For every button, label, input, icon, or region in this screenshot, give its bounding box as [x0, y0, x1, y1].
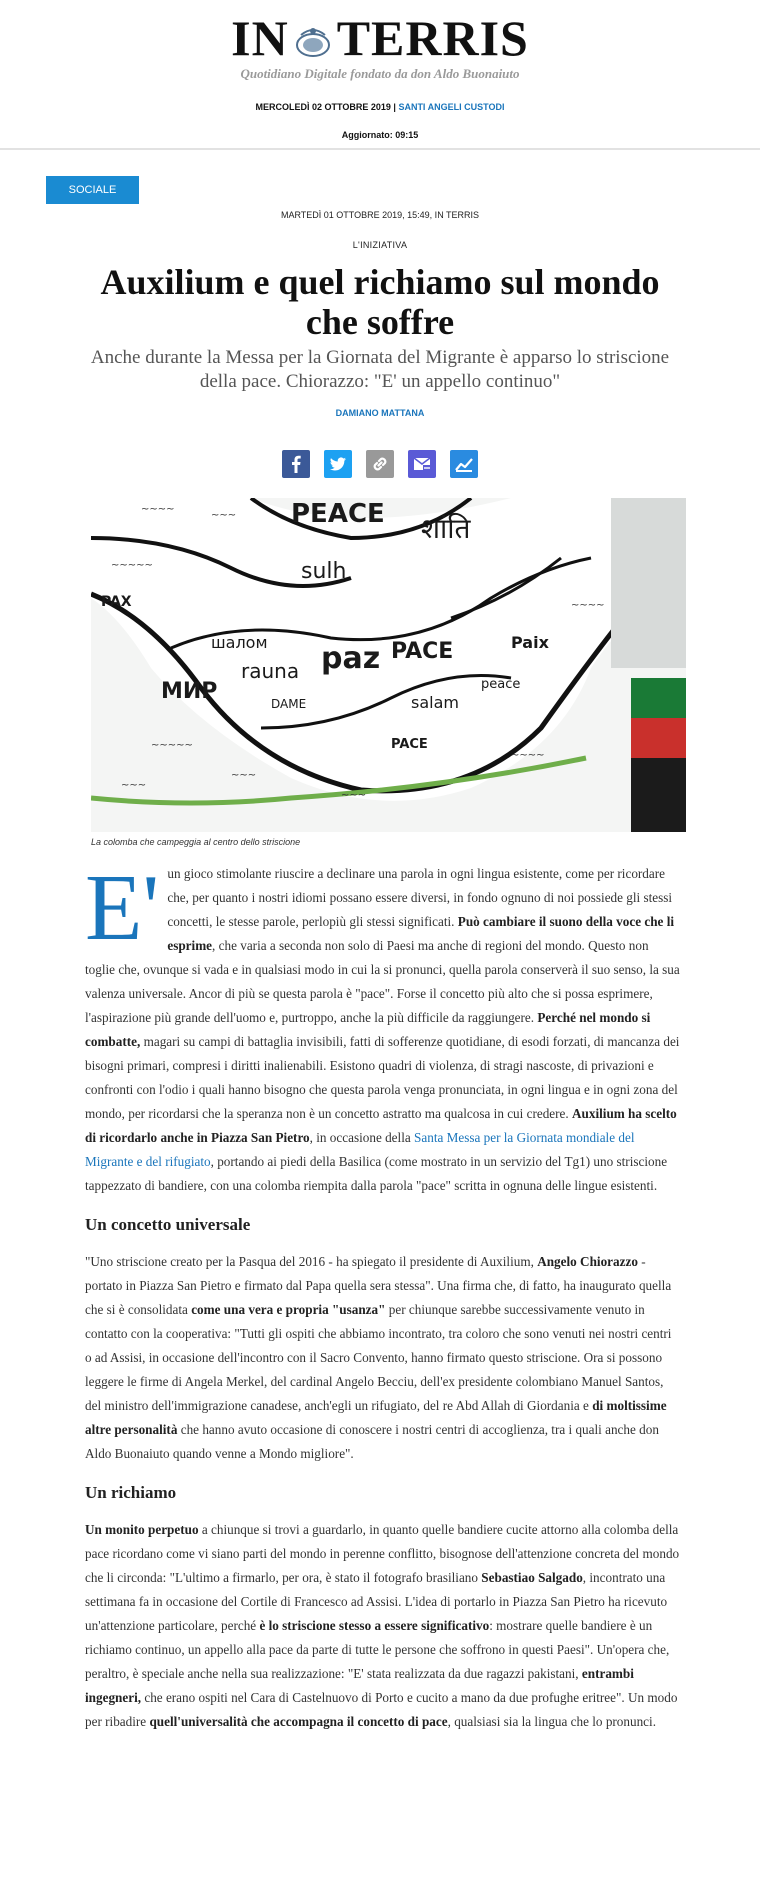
site-tagline: Quotidiano Digitale fondato da don Aldo Buonaiuto	[240, 66, 520, 81]
photo-word: sulh	[301, 559, 347, 584]
photo-word: rauna	[241, 659, 300, 683]
body-paragraph: E' un gioco stimolante riuscire a declinare una parola in ogni lingua esistente, come per ricordare che, per quanto i nostri idiomi possano essere diversi, in fondo ognuno di noi possiede gli stessi concetti, le stesse parole, perlopiù gli stessi significati. Può cambiare il suono della voce che li esprime, che varia a seconda non solo di Paesi ma anche di regioni del mondo. Questo non toglie che, ovunque si vada e in qualsiasi modo in cui la si pronunci, quella parola conserverà il suo senso, la sua valenza universale. Ancor di più se questa parola è "pace". Forse il concetto più alto che si possa esprimere, l'aspirazione più grande dell'uomo e, purtroppo, anche la più difficile da raggiungere. Perché nel mondo si combatte, magari su campi di battaglia invisibili, fatti di sofferenze quotidiane, di esodi forzati, di mancanza dei bisogni primari, compresi i diritti inalienabili. Esistono quadri di violenza, di stragi nascoste, di privazioni e confronti con l'odio i quali hanno bisogno che questa parola venga pronunciata, in ogni lingua e in ogni zona del mondo, per ricordarsi che la speranza non è un concetto astratto ma qualcosa in cui credere. Auxilium ha scelto di ricordarlo anche in Piazza San Pietro, in occasione della Santa Messa per la Giornata mondiale del Migrante e del rifugiato, portando ai piedi della Basilica (come mostrato in un servizio del Tg1) uno striscione tappezzato di bandiere, con una colomba riempita dalla parola "pace" scritta in ognuna delle lingue esistenti.	[85, 856, 680, 1193]
section-badge[interactable]: SOCIALE	[46, 176, 139, 204]
twitter-icon[interactable]	[324, 450, 352, 478]
article-body	[85, 856, 681, 1750]
body-paragraph: "Uno striscione creato per la Pasqua del 2016 - ha spiegato il presidente di Auxilium, Angelo Chiorazzo - portato in Piazza San Pietro e firmato dal Papa quella sera stessa". Una firma che, di fatto, ha inaugurato quella che si è consolidata come una vera e propria "usanza" per chiunque sarebbe successivamente venuto in contatto con la cooperativa: "Tutti gli ospiti che abbiamo incontrato, tra coloro che sono venuti nei nostri centri o ad Assisi, in occasione dell'incontro con il Sacro Convento, hanno firmato questo striscione. Ora si possono leggere le firme di Angela Merkel, del cardinal Angelo Becciu, dell'ex presidente colombiano Manuel Santos, del ministro dell'immigrazione canadese, anch'egli un rifugiato, del re Abd Allah di Giordania e di moltissime altre personalità che hanno avuto occasione di conoscere i nostri centri di accoglienza, tra i quali anche don Aldo Buonaiuto quando venne a Mondo migliore".	[85, 1254, 672, 1461]
section-heading: Un richiamo	[85, 1483, 177, 1502]
photo-word: paz	[321, 641, 381, 676]
article-photo	[91, 498, 686, 832]
photo-caption: La colomba che campeggia al centro dello striscione	[91, 837, 301, 847]
share-bar	[0, 450, 760, 478]
dateline	[0, 102, 760, 112]
updated-time: Aggiornato: 09:15	[341, 130, 419, 140]
saint-of-day-link[interactable]: SANTI ANGELI CUSTODI	[398, 102, 505, 112]
svg-text:~~~: ~~~	[211, 510, 237, 521]
photo-word: MИР	[161, 679, 218, 704]
email-icon[interactable]	[408, 450, 436, 478]
svg-text:~~~~~: ~~~~~	[151, 740, 193, 751]
logo-text-terris: TERRIS	[336, 10, 529, 66]
photo-word: शांति	[421, 512, 471, 545]
svg-text:~~~: ~~~	[341, 790, 367, 801]
section-heading: Un concetto universale	[85, 1215, 251, 1234]
svg-text:~~~~: ~~~~	[511, 750, 545, 761]
logo-text-in: IN	[231, 10, 289, 66]
svg-text:~~~: ~~~	[231, 770, 257, 781]
svg-text:~~~~: ~~~~	[141, 504, 175, 515]
peace-banner-image	[91, 498, 686, 832]
whatsapp-icon[interactable]	[450, 450, 478, 478]
article-kicker: L'INIZIATIVA	[352, 240, 408, 250]
svg-text:~~~~: ~~~~	[571, 600, 605, 611]
site-logo[interactable]	[0, 10, 760, 72]
photo-word: DAME	[271, 697, 307, 711]
dropcap: E'	[85, 856, 160, 960]
photo-word: PACE	[391, 737, 428, 752]
photo-word: Paix	[511, 633, 549, 652]
current-date: MERCOLEDÌ 02 OTTOBRE 2019	[255, 102, 391, 112]
svg-text:~~~~~: ~~~~~	[111, 560, 153, 571]
body-paragraph: Un monito perpetuo a chiunque si trovi a guardarlo, in quanto quelle bandiere cucite attorno alla colomba della pace ricordano come vi siano parti del mondo in perenne conflitto, bisognose dell'attenzione concreta del mondo che li circonda: "L'ultimo a firmarlo, per ora, è stato il fotografo brasiliano Sebastiao Salgado, incontrato una settimana fa in occasione del Cortile di Francesco ad Assisi. L'idea di portarlo in Piazza San Pietro ha ricevuto un'attenzione particolare, perché è lo striscione stesso a essere significativo: mostrare quelle bandiere è un richiamo continuo, un appello alla pace da parte di tutte le persone che soffrono in questi Paesi". Un'opera che, peraltro, è speciale anche nella sua realizzazione: "E' stata realizzata da due ragazzi pakistani, entrambi ingegneri, che erano ospiti nel Cara di Castelnuovo di Porto e cucito a mano da due profughe eritree". Un modo per ribadire quell'universalità che accompagna il concetto di pace, qualsiasi sia la lingua che lo pronunci.	[85, 1522, 680, 1729]
article-subtitle: Anche durante la Messa per la Giornata del Migrante è apparso lo striscione della pace. Chiorazzo: "E' un appello continuo"	[90, 347, 670, 392]
article-title: Auxilium e quel richiamo sul mondo che soffre	[100, 262, 660, 342]
site-header	[0, 0, 760, 150]
photo-word: PEACE	[291, 499, 385, 529]
svg-text:~~~: ~~~	[121, 780, 147, 791]
photo-word: PAX	[101, 594, 132, 610]
link-icon[interactable]	[366, 450, 394, 478]
santa-messa-link[interactable]: Santa Messa per la Giornata mondiale del Migrante e del rifugiato	[85, 1130, 635, 1169]
photo-word: шалом	[211, 633, 268, 652]
photo-word: peace	[481, 677, 521, 692]
facebook-icon[interactable]	[282, 450, 310, 478]
photo-word: PACE	[391, 639, 454, 664]
article-author-link[interactable]: DAMIANO MATTANA	[335, 408, 425, 418]
photo-word: salam	[411, 693, 459, 712]
article-meta: MARTEDÌ 01 OTTOBRE 2019, 15:49, IN TERRIS	[280, 210, 480, 220]
logo-seal-icon	[293, 16, 333, 72]
dateline-separator: |	[390, 102, 399, 112]
